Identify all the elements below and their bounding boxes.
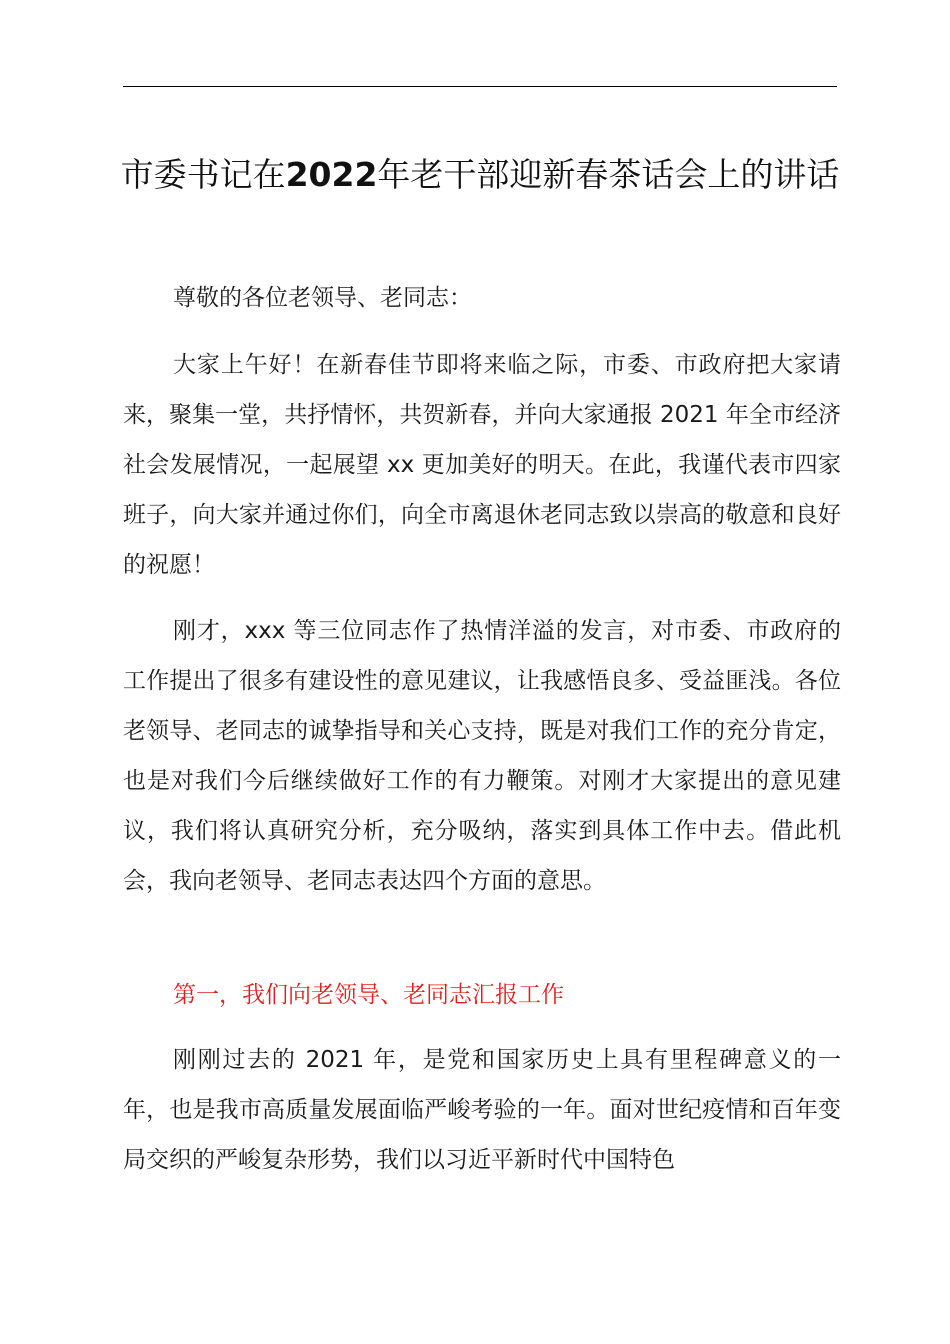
top-rule — [123, 86, 837, 87]
salutation: 尊敬的各位老领导、老同志： — [173, 285, 472, 311]
title-prefix: 市委书记在 — [120, 155, 286, 194]
title-suffix: 年老干部迎新春茶话会上的讲话 — [377, 155, 840, 194]
paragraph-greeting: 大家上午好！在新春佳节即将来临之际，市委、市政府把大家请来，聚集一堂，共抒情怀，共贺新春，并向大家通报 2021 年全市经济社会发展情况，一起展望 xx 更加美好的明天。在此，我谨代表市四家班子，向大家并通过你们，向全市离退休老同志致以崇高的敬意和良好的祝愿！ — [123, 352, 841, 578]
section-heading: 第一，我们向老领导、老同志汇报工作 — [173, 982, 564, 1008]
title-year: 2022 — [285, 155, 378, 194]
paragraph-section-one: 刚刚过去的 2021 年，是党和国家历史上具有里程碑意义的一年，也是我市高质量发展面临严峻考验的一年。面对世纪疫情和百年变局交织的严峻复杂形势，我们以习近平新时代中国特色 — [123, 1047, 841, 1173]
paragraph-response: 刚才，xxx 等三位同志作了热情洋溢的发言，对市委、市政府的工作提出了很多有建设性的意见建议，让我感悟良多、受益匪浅。各位老领导、老同志的诚挚指导和关心支持，既是对我们工作的充分肯定，也是对我们今后继续做好工作的有力鞭策。对刚才大家提出的意见建议，我们将认真研究分析，充分吸纳，落实到具体工作中去。借此机会，我向老领导、老同志表达四个方面的意思。 — [123, 618, 841, 894]
page-title — [110, 150, 850, 200]
